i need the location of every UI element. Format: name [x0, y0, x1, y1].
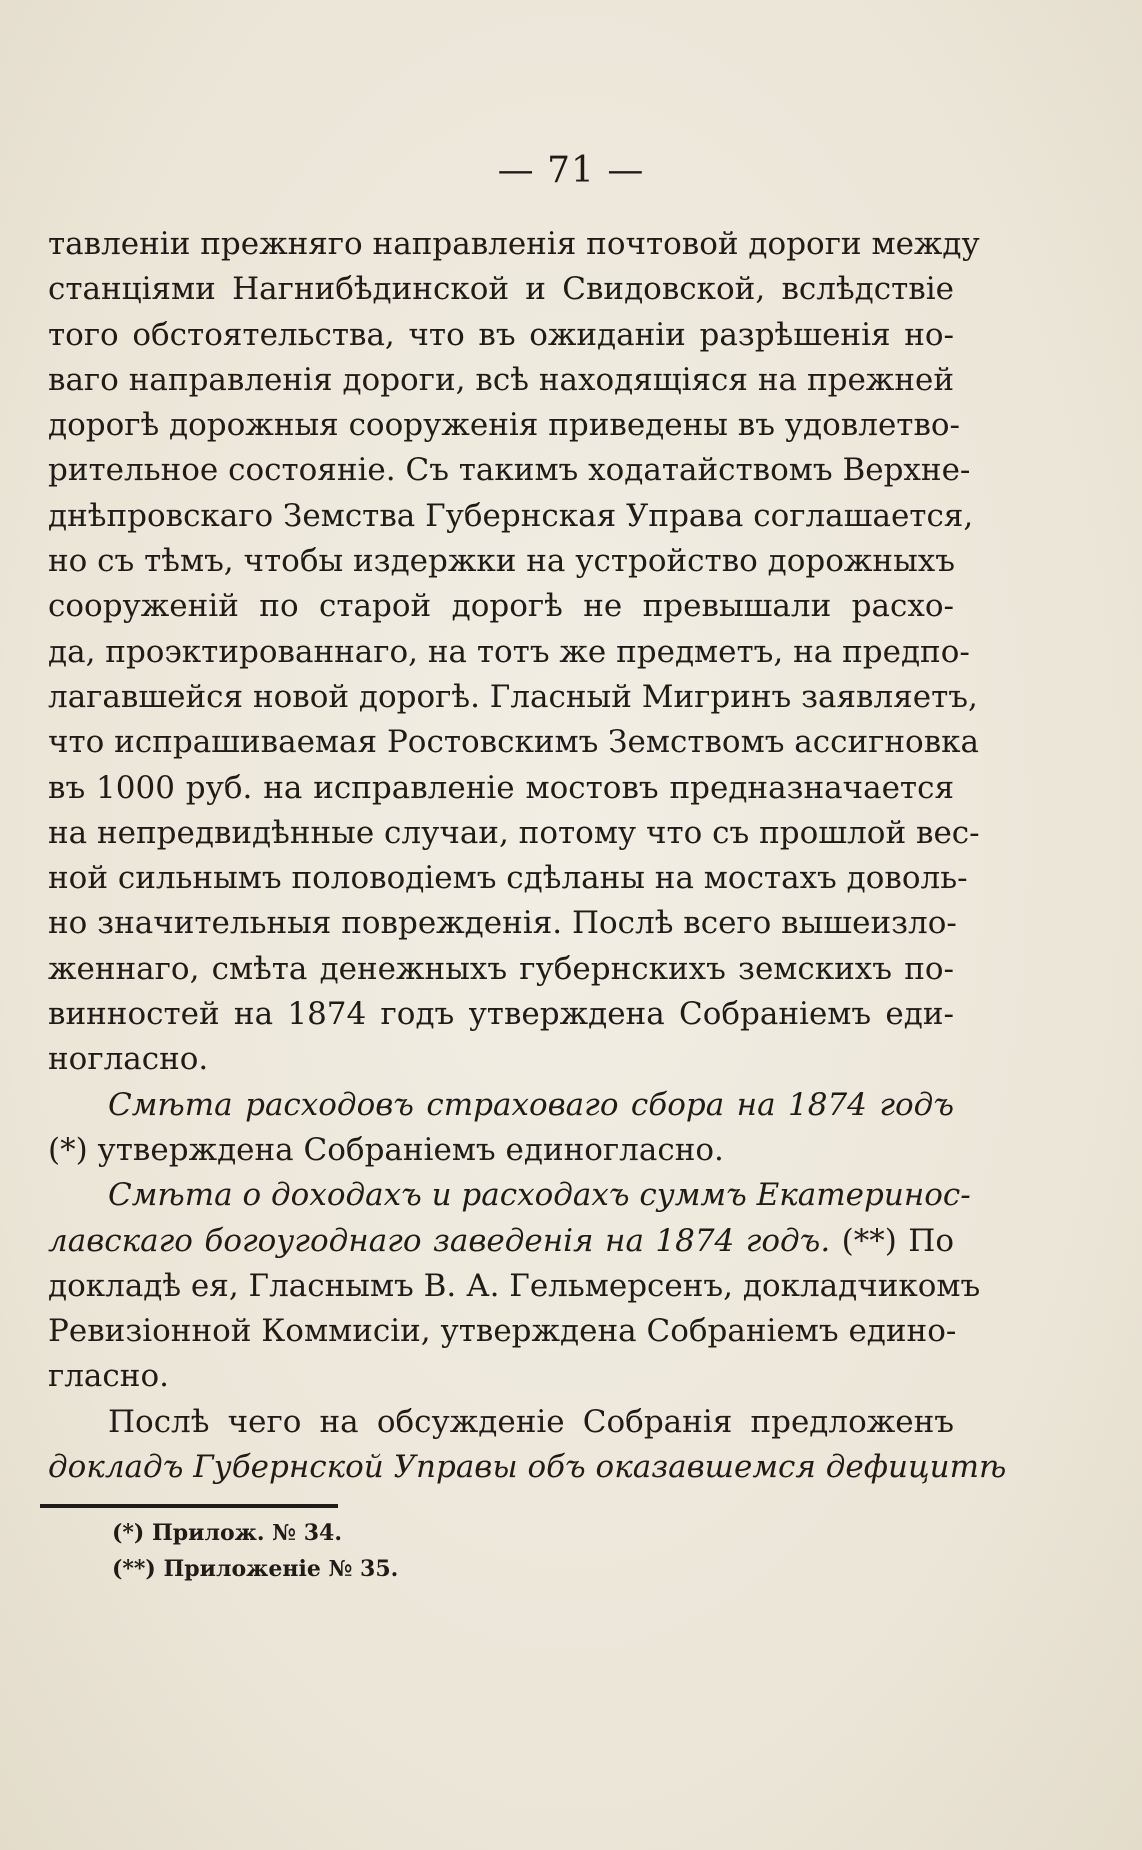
text-line: (*) утверждена Собраніемъ единогласно. — [48, 1131, 724, 1168]
text-line: винностей на 1874 годъ утверждена Собраніемъ еди- — [48, 996, 954, 1033]
text-line: что испрашиваемая Ростовскимъ Земствомъ ассигновка — [48, 724, 980, 761]
text-line: рительное состояніе. Съ такимъ ходатайствомъ Верхне- — [48, 452, 971, 489]
text-line: докладъ Губернской Управы объ оказавшемся дефицитѣ — [48, 1449, 1007, 1486]
text-line: Послѣ чего на обсужденіе Собранія предложенъ — [108, 1403, 954, 1440]
text-line: лагавшейся новой дорогѣ. Гласный Мигринъ заявляетъ, — [48, 678, 978, 715]
page-number: — 71 — — [497, 150, 645, 191]
footnote-1: (*) Прилож. № 34. — [112, 1520, 343, 1546]
footnotes — [112, 1515, 398, 1587]
text-line: но съ тѣмъ, чтобы издержки на устройство дорожныхъ — [48, 543, 955, 580]
plain-phrase: (**) По — [830, 1222, 954, 1259]
text-line: въ 1000 руб. на исправленіе мостовъ предназначается — [48, 769, 954, 806]
text-line: днѣпровскаго Земства Губернская Управа соглашается, — [48, 497, 974, 534]
text-line: ногласно. — [48, 1041, 209, 1078]
body-text — [48, 222, 1007, 1490]
text-line: да, проэктированнаго, на тотъ же предметъ, на предпо- — [48, 633, 970, 670]
footnote-2: (**) Приложеніе № 35. — [112, 1556, 399, 1582]
text-line: ной сильнымъ половодіемъ сдѣланы на мостахъ доволь- — [48, 860, 968, 897]
footnote-rule — [40, 1504, 338, 1508]
text-line — [48, 1219, 954, 1264]
text-line: станціями Нагнибѣдинской и Свидовской, вслѣдствіе — [48, 271, 954, 308]
text-line: того обстоятельства, что въ ожиданіи разрѣшенія но- — [48, 316, 954, 353]
text-line: ваго направленія дороги, всѣ находящіяся на прежней — [48, 361, 954, 398]
text-line: сооруженій по старой дорогѣ не превышали расхо- — [48, 588, 954, 625]
text-line: но значительныя поврежденія. Послѣ всего вышеизло- — [48, 905, 957, 942]
text-line: Ревизіонной Коммисіи, утверждена Собраніемъ едино- — [48, 1313, 957, 1350]
text-line: гласно. — [48, 1358, 169, 1395]
italic-phrase: лавскаго богоугоднаго заведенія на 1874 годъ. — [48, 1222, 831, 1259]
text-line: Смѣта о доходахъ и расходахъ суммъ Екатеринос- — [108, 1177, 971, 1214]
text-line: Смѣта расходовъ страховаго сбора на 1874 годъ — [108, 1086, 954, 1123]
text-line: тавленіи прежняго направленія почтовой дороги между — [48, 226, 980, 262]
text-line: дорогѣ дорожныя сооруженія приведены въ удовлетво- — [48, 407, 961, 444]
text-line: докладѣ ея, Гласнымъ В. А. Гельмерсенъ, докладчикомъ — [48, 1267, 981, 1304]
text-line: женнаго, смѣта денежныхъ губернскихъ земскихъ по- — [48, 950, 954, 987]
text-line: на непредвидѣнные случаи, потому что съ прошлой вес- — [48, 814, 980, 851]
